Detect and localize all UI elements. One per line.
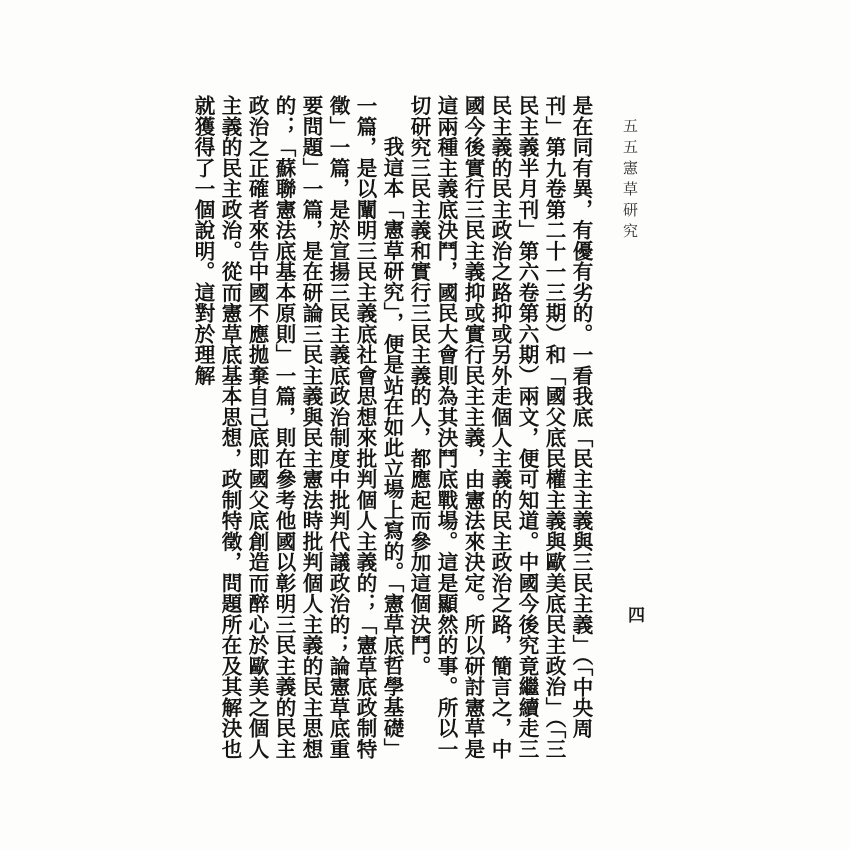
paragraph-2: 我這本「憲草研究」，便是站在如此立場上寫的。「憲草底哲學基礎」一篇，是以闡明三民主義底社會思想來批判個人主義的；「憲草底政制特徵」一篇，是於宣揚三民主義底政治制度中批判代議政治的；論憲草底重要問題」一篇，是在研論三民主義與民主憲法時批判個人主義的民主思想的；「蘇聯憲法底基本原則」一篇，則在參考他國以彰明三民主義的民主政治之正確者來告中國不應拋棄自己底即國父底創造而醉心於歐美之個人主義的民主政治。從而憲草底基本思想，政制特徵，問題所在及其解決也就獲得了一個說明。這對於理解 — [191, 95, 404, 759]
page-number: 四 — [624, 606, 644, 623]
running-header: 五五憲草研究 — [621, 118, 639, 244]
body-text — [191, 95, 608, 765]
paragraph-1: 是在同有異，有優有劣的。一看我底「民主主義與三民主義」（「中央周刊」第九卷第二十一三期）和「國父底民權主義與歐美底民主政治」（「三民主義半月刊」第六卷第六期）兩文，便可知道。中國今後究竟繼續走三民主義的民主政治之路抑或另外走個人主義的民主政治之路，簡言之，中國今後實行三民主義抑或實行民主主義，由憲法來決定。所以研討憲草是這兩種主義底決鬥，國民大會則為其決鬥底戰場。這是顯然的事。所以一切研究三民主義和實行三民主義的人，都應起而參加這個決鬥。 — [407, 95, 593, 760]
